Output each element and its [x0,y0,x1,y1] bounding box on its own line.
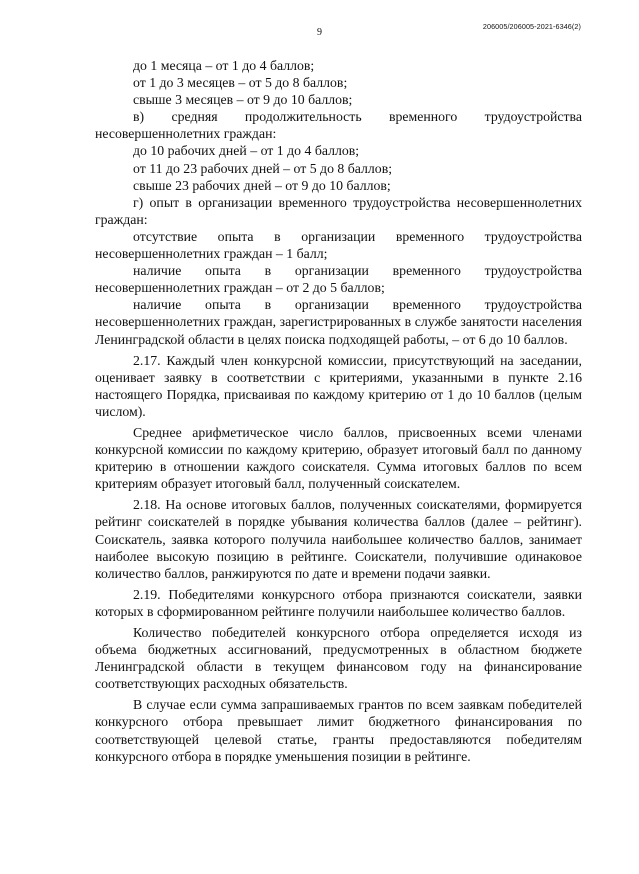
paragraph-item: в) средняя продолжительность временного трудоустройства несовершеннолетних граждан: [95,109,582,142]
paragraph-item: наличие опыта в организации временного трудоустройства несовершеннолетних граждан, зарегистрированных в службе занятости населения Ленинградской области в целях поиска подходящей работы, – от 6 до 10 баллов. [95,297,582,347]
paragraph-item: отсутствие опыта в организации временного трудоустройства несовершеннолетних граждан – 1 балл; [95,228,582,262]
paragraph-item: г) опыт в организации временного трудоустройства несовершеннолетних граждан: [95,194,582,227]
section-2-19: 2.19. Победителями конкурсного отбора признаются соискатели, заявки которых в сформированном рейтинге получили наибольшее количество баллов. [95,586,582,619]
document-id: 206005/206005-2021-6346(2) [482,22,581,31]
paragraph-item: Среднее арифметическое число баллов, присвоенных всеми членами конкурсной комиссии по каждому критерию, образует итоговый балл по данному критерию в отношении каждого соискателя. Сумма итоговых баллов по всем критериям образует итоговый балл, полученный соискателем. [95,424,582,492]
section-2-18: 2.18. На основе итоговых баллов, полученных соискателями, формируется рейтинг соискателей в порядке убывания количества баллов (далее – рейтинг). Соискатель, заявка которого получила наибольшее количество баллов, занимает наиболее высокую позицию в рейтинге. Соискатели, получившие одинаковое количество баллов, ранжируются по дате и времени подачи заявки. [95,497,582,581]
paragraph-item: до 10 рабочих дней – от 1 до 4 баллов; [133,143,360,159]
paragraph-item: до 1 месяца – от 1 до 4 баллов; [133,58,315,73]
paragraph-item: от 1 до 3 месяцев – от 5 до 8 баллов; [133,75,348,91]
paragraph-item: от 11 до 23 рабочих дней – от 5 до 8 баллов; [133,160,393,176]
document-body [95,57,582,765]
paragraph-item: В случае если сумма запрашиваемых грантов по всем заявкам победителей конкурсного отбора превышает лимит бюджетного финансирования по соответствующей целевой статье, гранты предоставляются победителям конкурсного отбора в порядке уменьшения позиции в рейтинге. [95,697,582,764]
paragraph-item: свыше 23 рабочих дней – от 9 до 10 баллов; [133,177,391,193]
paragraph-item: Количество победителей конкурсного отбора определяется исходя из объема бюджетных ассигнований, предусмотренных в областном бюджете Ленинградской области в текущем финансовом году на финансирование соответствующих расходных обязательств. [95,625,582,692]
page-number: 9 [317,27,322,38]
paragraph-item: наличие опыта в организации временного трудоустройства несовершеннолетних граждан – от 2 до 5 баллов; [95,263,582,296]
paragraph-item: свыше 3 месяцев – от 9 до 10 баллов; [133,92,353,108]
section-2-17: 2.17. Каждый член конкурсной комиссии, присутствующий на заседании, оценивает заявку в соответствии с критериями, указанными в пункте 2.16 настоящего Порядка, присваивая по каждому критерию от 1 до 10 баллов (целым числом). [95,352,582,419]
